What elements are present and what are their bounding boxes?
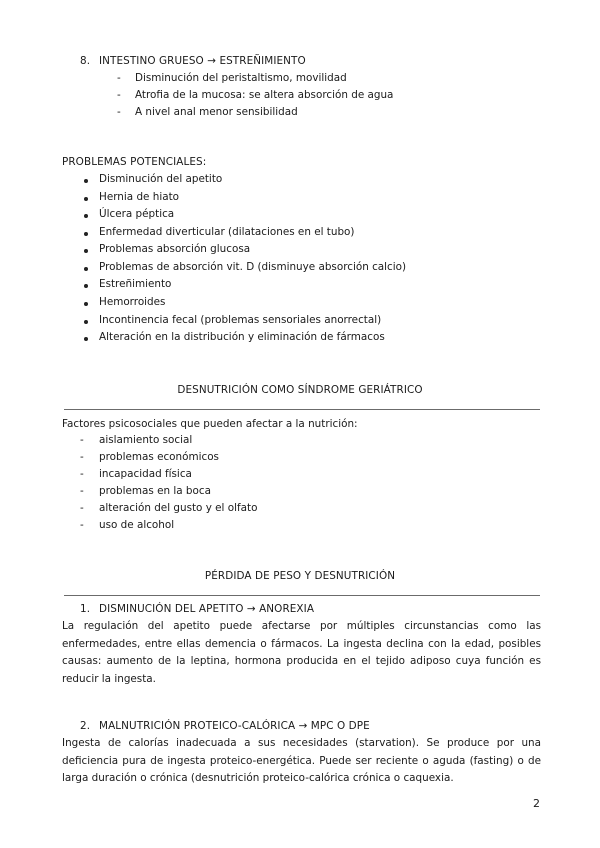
bullet-icon bbox=[84, 249, 88, 253]
dash-marker: - bbox=[117, 106, 121, 118]
desnutricion-heading: DESNUTRICIÓN COMO SÍNDROME GERIÁTRICO bbox=[177, 384, 423, 396]
bullet-icon bbox=[84, 232, 88, 236]
bullet-icon bbox=[84, 284, 88, 288]
section-8-number: 8. bbox=[80, 55, 91, 67]
section-8-title: INTESTINO GRUESO → ESTREÑIMIENTO bbox=[99, 55, 306, 67]
problem-item: Úlcera péptica bbox=[99, 208, 175, 220]
factor-item: aislamiento social bbox=[99, 434, 193, 446]
dash-marker: - bbox=[117, 89, 121, 101]
bullet-icon bbox=[84, 214, 88, 218]
perdida-heading: PÉRDIDA DE PESO Y DESNUTRICIÓN bbox=[204, 570, 396, 582]
problem-item: Hemorroides bbox=[99, 296, 166, 308]
problem-item: Incontinencia fecal (problemas sensoriales anorrectal) bbox=[99, 314, 382, 326]
page-number: 2 bbox=[533, 797, 540, 810]
problem-item: Enfermedad diverticular (dilataciones en el tubo) bbox=[99, 226, 355, 238]
factor-item: problemas económicos bbox=[99, 451, 219, 463]
dash-marker: - bbox=[80, 451, 84, 463]
subsection-2-number: 2. bbox=[80, 720, 91, 732]
problem-item: Hernia de hiato bbox=[99, 191, 179, 203]
section-divider bbox=[64, 595, 540, 596]
subsection-2-title: MALNUTRICIÓN PROTEICO-CALÓRICA → MPC O DPE bbox=[99, 720, 370, 732]
dash-marker: - bbox=[80, 434, 84, 446]
dash-marker: - bbox=[80, 502, 84, 514]
dash-marker: - bbox=[80, 485, 84, 497]
subsection-2-paragraph: Ingesta de calorías inadecuada a sus necesidades (starvation). Se produce por una deficiencia pura de ingesta proteico-energética. Puede ser reciente o aguda (fasting) o de larga duración o crónica (desnutrición proteico-calórica crónica o caquexia. bbox=[62, 737, 541, 785]
subsection-1-title: DISMINUCIÓN DEL APETITO → ANOREXIA bbox=[99, 603, 315, 615]
dash-marker: - bbox=[80, 519, 84, 531]
bullet-icon bbox=[84, 179, 88, 183]
section-divider bbox=[64, 409, 540, 410]
problem-item: Alteración en la distribución y eliminación de fármacos bbox=[99, 331, 385, 343]
bullet-icon bbox=[84, 197, 88, 201]
bullet-icon bbox=[84, 337, 88, 341]
problem-item: Problemas de absorción vit. D (disminuye absorción calcio) bbox=[99, 261, 407, 273]
dash-marker: - bbox=[80, 468, 84, 480]
section-8-item: Atrofia de la mucosa: se altera absorción de agua bbox=[135, 89, 394, 101]
factor-item: alteración del gusto y el olfato bbox=[99, 502, 258, 514]
problem-item: Problemas absorción glucosa bbox=[99, 243, 251, 255]
problem-item: Disminución del apetito bbox=[99, 173, 223, 185]
factor-item: incapacidad física bbox=[99, 468, 192, 480]
factors-intro: Factores psicosociales que pueden afectar a la nutrición: bbox=[62, 418, 358, 430]
problems-heading: PROBLEMAS POTENCIALES: bbox=[62, 156, 207, 168]
section-8-item: A nivel anal menor sensibilidad bbox=[135, 106, 298, 118]
factor-item: uso de alcohol bbox=[99, 519, 175, 531]
subsection-1-number: 1. bbox=[80, 603, 91, 615]
factor-item: problemas en la boca bbox=[99, 485, 211, 497]
dash-marker: - bbox=[117, 72, 121, 84]
subsection-1-paragraph: La regulación del apetito puede afectarse por múltiples circunstancias como las enfermedades, entre ellas demencia o fármacos. La ingesta declina con la edad, posibles causas: aumento de la leptina, hormona producida en el tejido adiposo cuya función es reducir la ingesta. bbox=[62, 620, 541, 685]
bullet-icon bbox=[84, 320, 88, 324]
section-8-item: Disminución del peristaltismo, movilidad bbox=[135, 72, 347, 84]
bullet-icon bbox=[84, 267, 88, 271]
problem-item: Estreñimiento bbox=[99, 278, 172, 290]
bullet-icon bbox=[84, 302, 88, 306]
